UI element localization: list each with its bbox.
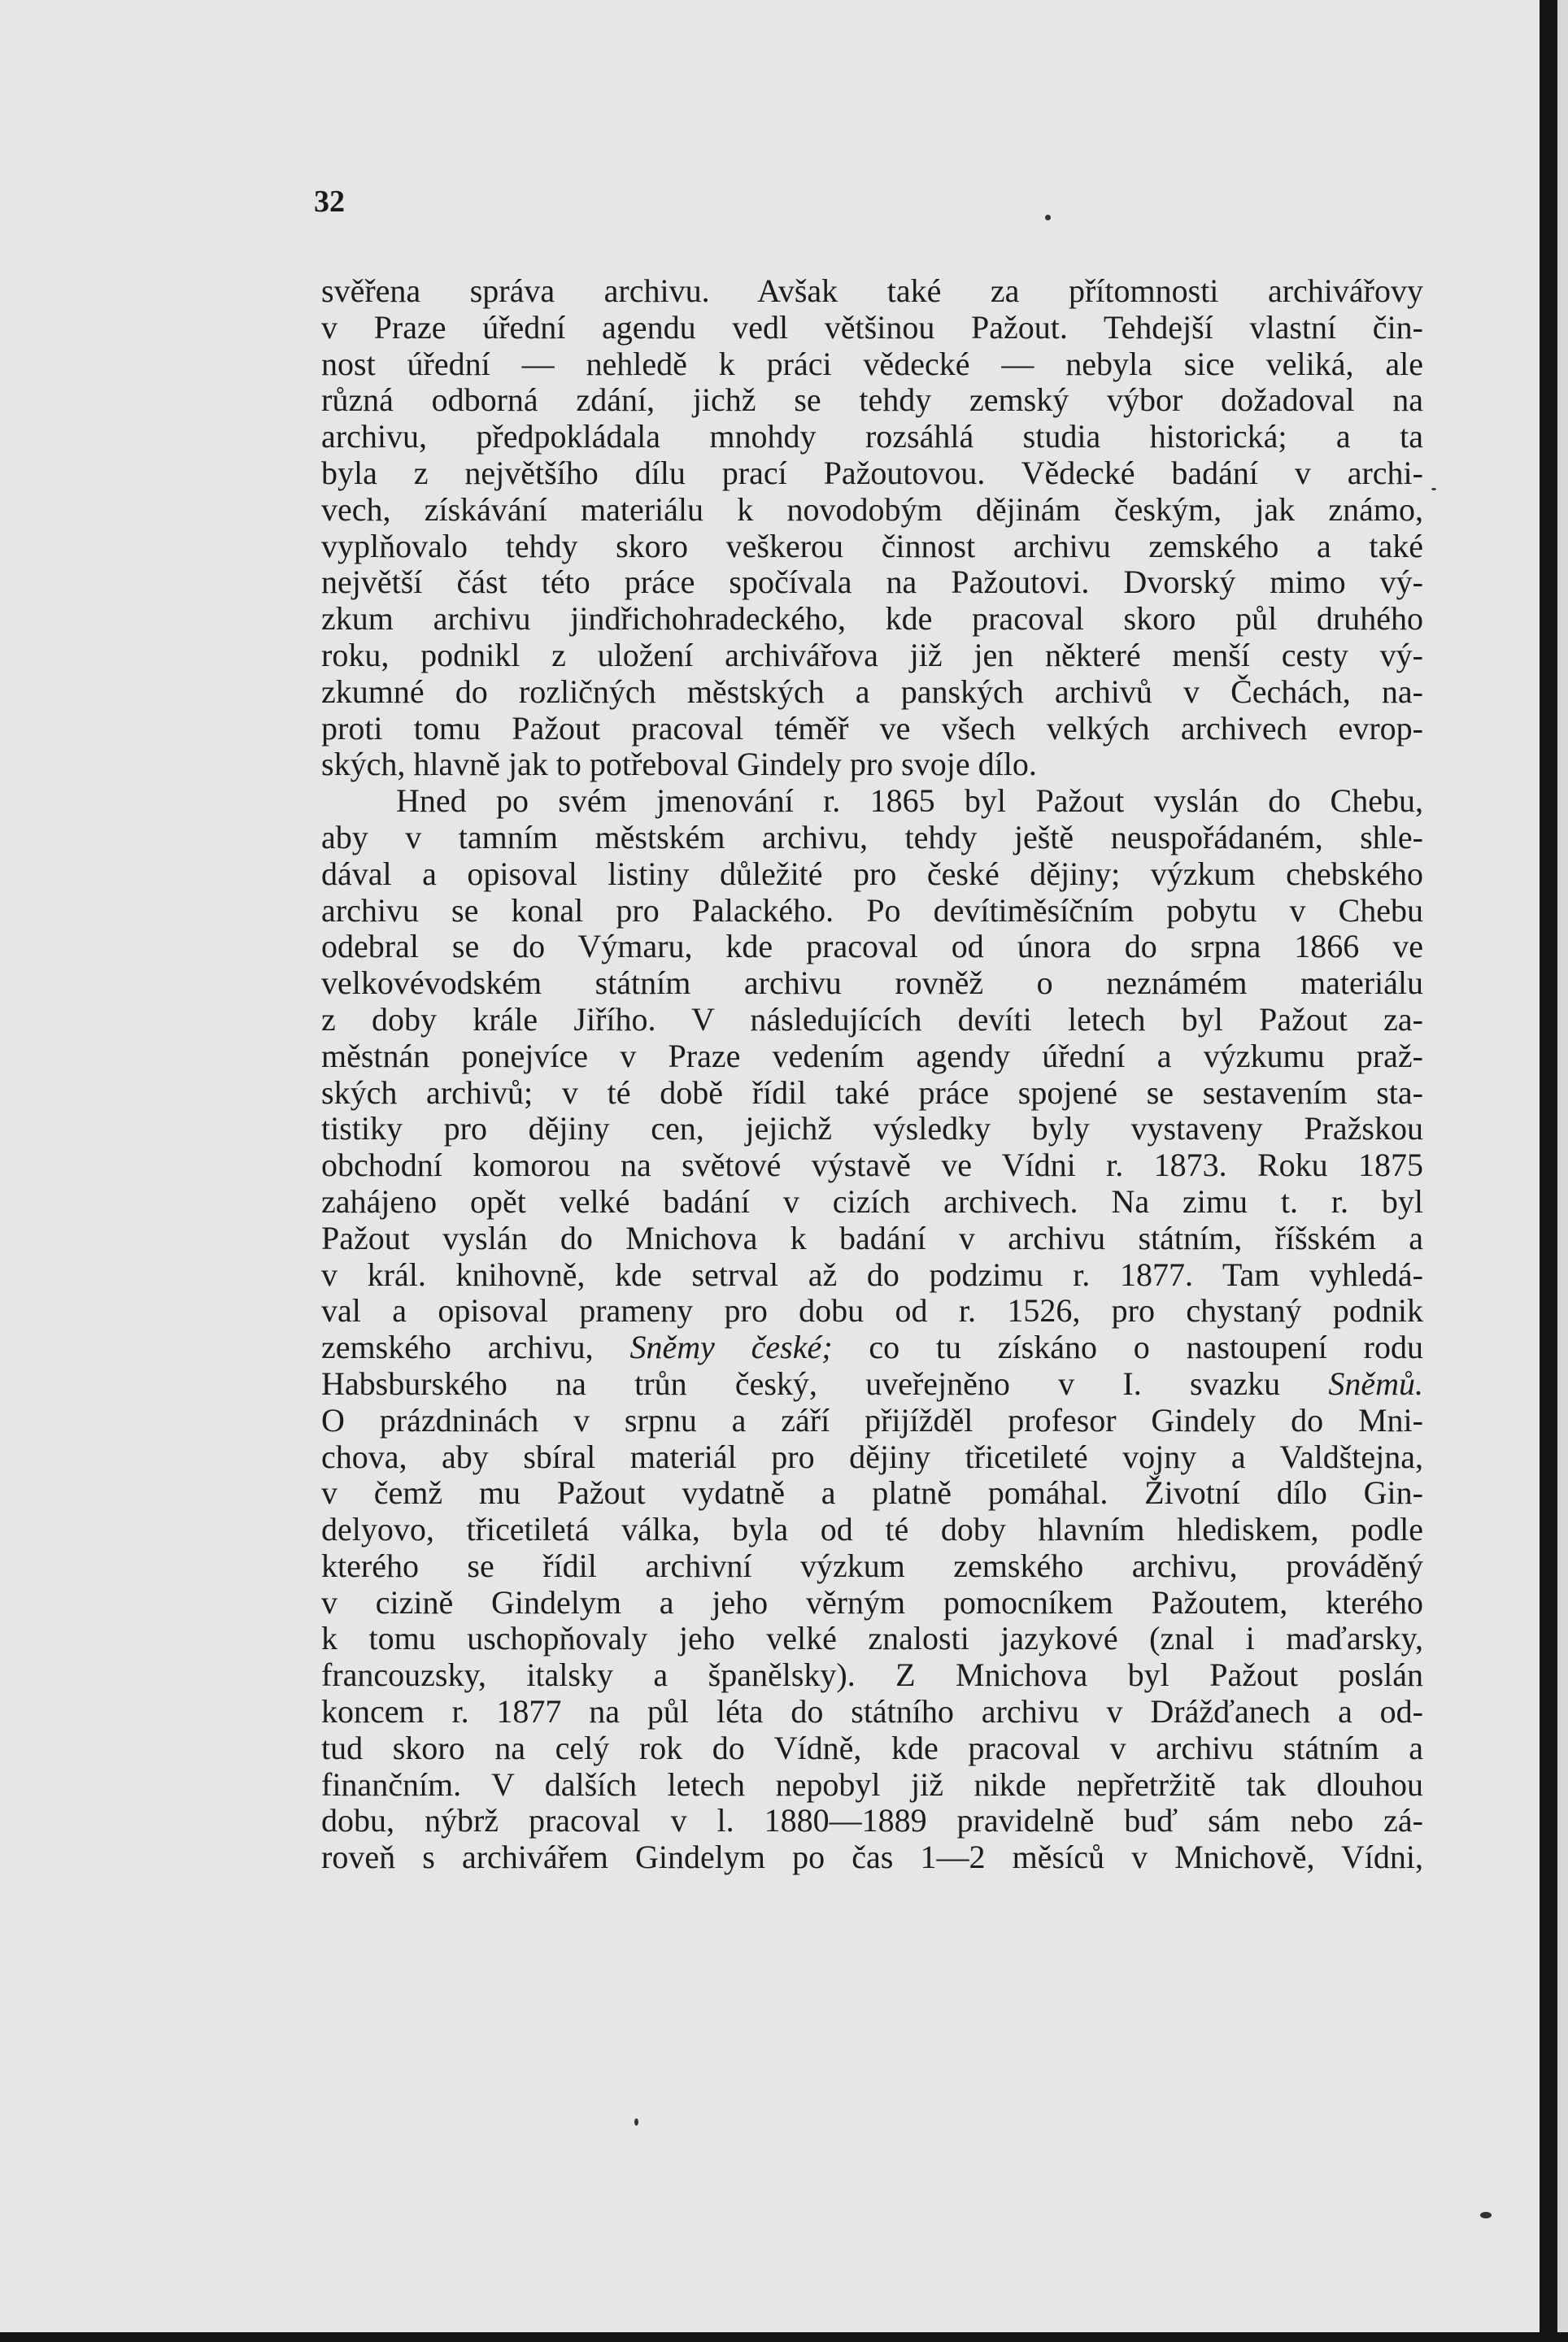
- text-line: delyovo, třicetiletá válka, byla od té doby hlavním hlediskem, podle: [321, 1511, 1423, 1548]
- text-line: [321, 1330, 1423, 1366]
- text-line: největší část této práce spočívala na Pažoutovi. Dvorský mimo vý-: [321, 564, 1423, 601]
- text-line: archivu se konal pro Palackého. Po devítiměsíčním pobytu v Chebu: [321, 891, 1423, 929]
- text-line: odebral se do Výmaru, kde pracoval od února do srpna 1866 ve: [321, 928, 1423, 965]
- scan-speck: [1480, 2212, 1492, 2218]
- scan-speck: [634, 2118, 638, 2126]
- body-text: [321, 273, 1423, 1876]
- text-line: val a opisoval prameny pro dobu od r. 1526, pro chystaný podnik: [321, 1292, 1423, 1330]
- text-line: vech, získávání materiálu k novodobým dějinám českým, jak známo,: [321, 490, 1423, 528]
- text-line: z doby krále Jiřího. V následujících devíti letech byl Pažout za-: [321, 1000, 1423, 1038]
- italic-title: Sněmy české;: [629, 1329, 833, 1366]
- page-number: 32: [314, 185, 345, 219]
- scan-edge-strip: [1557, 0, 1568, 2342]
- scan-speck: [1431, 488, 1436, 490]
- text-line: dával a opisoval listiny důležité pro české dějiny; výzkum chebského: [321, 855, 1423, 892]
- scan-speck: [1045, 215, 1051, 220]
- text-line: zkum archivu jindřichohradeckého, kde pracoval skoro půl druhého: [321, 600, 1423, 638]
- text-line: v cizině Gindelym a jeho věrným pomocníkem Pažoutem, kterého: [321, 1583, 1423, 1621]
- text-line: francouzsky, italsky a španělsky). Z Mnichova byl Pažout poslán: [321, 1656, 1423, 1694]
- text-line: svěřena správa archivu. Avšak také za přítomnosti archivářovy: [321, 272, 1423, 309]
- text-line: chova, aby sbíral materiál pro dějiny třicetileté vojny a Valdštejna,: [321, 1438, 1423, 1475]
- text-line: tud skoro na celý rok do Vídně, kde pracoval v archivu státním a: [321, 1729, 1423, 1766]
- text-line: kterého se řídil archivní výzkum zemského archivu, prováděný: [321, 1547, 1423, 1584]
- text-line: dobu, nýbrž pracoval v l. 1880—1889 pravidelně buď sám nebo zá-: [321, 1802, 1423, 1839]
- text-line: v čemž mu Pažout vydatně a platně pomáhal. Životní dílo Gin-: [321, 1474, 1423, 1512]
- text-line: O prázdninách v srpnu a září přijížděl profesor Gindely do Mni-: [321, 1401, 1423, 1439]
- scan-border-right: [1540, 0, 1557, 2342]
- text-line: ských, hlavně jak to potřeboval Gindely pro svoje dílo.: [321, 746, 1037, 783]
- text-line: v Praze úřední agendu vedl většinou Pažout. Tehdejší vlastní čin-: [321, 308, 1423, 346]
- italic-title: Sněmů.: [1328, 1365, 1423, 1402]
- text-line: [321, 1366, 1423, 1403]
- text-line: v král. knihovně, kde setrval až do podzimu r. 1877. Tam vyhledá-: [321, 1256, 1423, 1293]
- text-line: obchodní komorou na světové výstavě ve Vídni r. 1873. Roku 1875: [321, 1147, 1423, 1184]
- text-line: zahájeno opět velké badání v cizích archivech. Na zimu t. r. byl: [321, 1182, 1423, 1220]
- text-line: ských archivů; v té době řídil také práce spojené se sestavením sta-: [321, 1073, 1423, 1111]
- text-segment: zemského archivu,: [321, 1329, 630, 1366]
- text-line: koncem r. 1877 na půl léta do státního archivu v Drážďanech a od-: [321, 1693, 1423, 1730]
- text-line: roveň s archivářem Gindelym po čas 1—2 měsíců v Mnichově, Vídni,: [321, 1839, 1423, 1876]
- text-line: Hned po svém jmenování r. 1865 byl Pažout vyslán do Chebu,: [396, 782, 1423, 820]
- text-line: Pažout vyslán do Mnichova k badání v archivu státním, říšském a: [321, 1219, 1423, 1256]
- text-line: byla z největšího dílu prací Pažoutovou. Vědecké badání v archi-: [321, 454, 1423, 491]
- text-line: archivu, předpokládala mnohdy rozsáhlá studia historická; a ta: [321, 418, 1423, 455]
- text-line: velkovévodském státním archivu rovněž o neznámém materiálu: [321, 964, 1423, 1002]
- text-line: městnán ponejvíce v Praze vedením agendy úřední a výzkumu praž-: [321, 1037, 1423, 1074]
- scan-border-bottom: [0, 2332, 1568, 2342]
- text-segment: co tu získáno o nastoupení rodu: [832, 1329, 1423, 1366]
- text-line: nost úřední — nehledě k práci vědecké — nebyla sice veliká, ale: [321, 345, 1423, 382]
- text-line: různá odborná zdání, jichž se tehdy zemský výbor dožadoval na: [321, 381, 1423, 419]
- text-line: roku, podnikl z uložení archivářova již jen některé menší cesty vý-: [321, 636, 1423, 673]
- text-line: tistiky pro dějiny cen, jejichž výsledky byly vystaveny Pražskou: [321, 1110, 1423, 1147]
- text-line: finančním. V dalších letech nepobyl již nikde nepřetržitě tak dlouhou: [321, 1765, 1423, 1803]
- text-line: k tomu uschopňovaly jeho velké znalosti jazykové (znal i maďarsky,: [321, 1620, 1423, 1657]
- text-line: zkumné do rozličných městských a panských archivů v Čechách, na-: [321, 673, 1423, 710]
- text-line: proti tomu Pažout pracoval téměř ve všech velkých archivech evrop-: [321, 709, 1423, 747]
- text-segment: Habsburského na trůn český, uveřejněno v I. svazku: [321, 1365, 1329, 1402]
- text-line: vyplňovalo tehdy skoro veškerou činnost archivu zemského a také: [321, 527, 1423, 564]
- text-line: aby v tamním městském archivu, tehdy ještě neuspořádaném, shle-: [321, 818, 1423, 855]
